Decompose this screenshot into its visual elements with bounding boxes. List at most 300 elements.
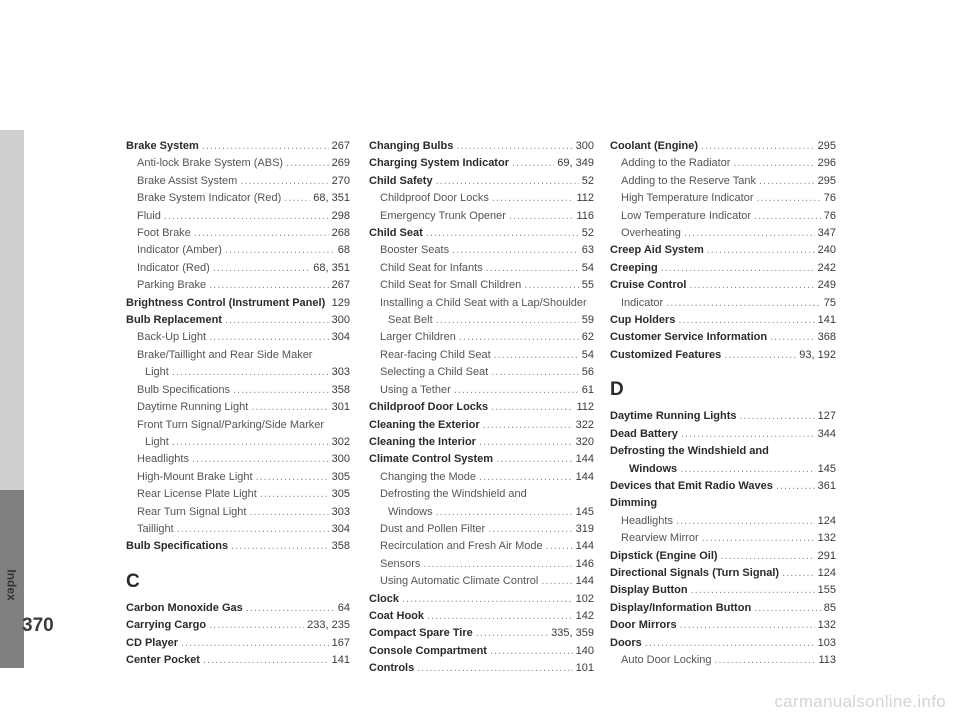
entry-pages: 69, 349 xyxy=(557,157,594,170)
entry-pages: 368 xyxy=(817,331,836,344)
entry-pages: 112 xyxy=(576,401,594,414)
entry-pages: 347 xyxy=(817,227,836,240)
dot-leader xyxy=(546,538,573,555)
index-entry xyxy=(369,173,594,190)
entry-term: Emergency Trunk Opener xyxy=(380,209,506,222)
index-subentry xyxy=(610,652,836,669)
index-subentry xyxy=(126,242,350,259)
index-subentry xyxy=(610,225,836,242)
index-entry xyxy=(610,495,836,512)
dot-leader xyxy=(754,600,821,617)
entry-pages: 305 xyxy=(331,470,350,483)
index-entry xyxy=(126,138,350,155)
entry-term: Indicator (Red) xyxy=(137,261,210,274)
index-subentry xyxy=(126,434,350,451)
index-entry xyxy=(610,329,836,346)
entry-term: Coolant (Engine) xyxy=(610,140,698,152)
dot-leader xyxy=(417,660,572,677)
entry-term: Child Safety xyxy=(369,174,433,187)
index-subentry xyxy=(369,364,594,381)
entry-term: Childproof Door Locks xyxy=(369,401,489,414)
entry-pages: 167 xyxy=(331,636,350,649)
entry-term: Defrosting the Windshield and xyxy=(610,445,769,458)
index-subentry xyxy=(126,521,350,538)
entry-term: Brake System Indicator (Red) xyxy=(137,192,282,205)
index-entry xyxy=(610,635,836,652)
entry-term: Back-Up Light xyxy=(137,331,207,344)
entry-pages: 144 xyxy=(575,453,594,466)
dot-leader xyxy=(246,600,335,617)
entry-term: Defrosting the Windshield and xyxy=(380,488,527,501)
entry-pages: 103 xyxy=(817,636,836,649)
entry-pages: 249 xyxy=(817,279,836,292)
entry-term: Compact Spare Tire xyxy=(369,627,473,640)
entry-pages: 129 xyxy=(331,296,350,309)
dot-leader xyxy=(251,399,328,416)
dot-leader xyxy=(681,426,815,443)
entry-pages: 55 xyxy=(581,279,594,292)
dot-leader xyxy=(689,277,814,294)
entry-term: Directional Signals (Turn Signal) xyxy=(610,566,780,579)
entry-term: Fluid xyxy=(137,209,161,222)
index-subentry xyxy=(126,260,350,277)
entry-term: Creep Aid System xyxy=(610,244,704,257)
index-subentry xyxy=(126,364,350,381)
dot-leader xyxy=(225,312,329,329)
entry-term: Center Pocket xyxy=(126,653,200,666)
index-subentry xyxy=(610,190,836,207)
entry-term: Brake Assist System xyxy=(137,174,238,187)
entry-term: Foot Brake xyxy=(137,227,191,240)
entry-pages: 93, 192 xyxy=(799,348,836,361)
entry-pages: 61 xyxy=(581,383,594,396)
entry-term: Cruise Control xyxy=(610,279,687,292)
entry-pages: 141 xyxy=(331,653,350,666)
index-subentry xyxy=(126,190,350,207)
index-subentry xyxy=(369,295,594,312)
index-subentry xyxy=(369,208,594,225)
dot-leader xyxy=(754,208,821,225)
entry-term: Installing a Child Seat with a Lap/Shoulder xyxy=(380,296,587,309)
entry-pages: 300 xyxy=(331,453,350,466)
entry-pages: 300 xyxy=(331,314,350,327)
entry-term: Sensors xyxy=(380,557,421,570)
entry-term: Cleaning the Exterior xyxy=(369,418,480,431)
entry-term: Selecting a Child Seat xyxy=(380,366,489,379)
index-subentry xyxy=(369,538,594,555)
entry-term: Bulb Specifications xyxy=(126,540,229,553)
dot-leader xyxy=(680,617,815,634)
entry-pages: 127 xyxy=(817,410,836,423)
entry-pages: 145 xyxy=(575,505,594,518)
index-entry xyxy=(369,608,594,625)
entry-term: Indicator (Amber) xyxy=(137,244,222,257)
entry-pages: 335, 359 xyxy=(551,627,594,640)
entry-term: Door Mirrors xyxy=(610,619,677,632)
index-subentry xyxy=(126,486,350,503)
dot-leader xyxy=(492,190,574,207)
index-column-2 xyxy=(369,138,594,678)
dot-leader xyxy=(286,155,329,172)
dot-leader xyxy=(770,329,815,346)
dot-leader xyxy=(213,260,311,277)
dot-leader xyxy=(776,478,815,495)
entry-pages: 295 xyxy=(817,174,836,187)
entry-term: Creeping xyxy=(610,261,658,274)
entry-pages: 52 xyxy=(581,174,594,187)
entry-term: Display Button xyxy=(610,584,688,597)
page-number: 370 xyxy=(22,615,54,636)
dot-leader xyxy=(194,225,329,242)
entry-term: Front Turn Signal/Parking/Side Marker xyxy=(137,418,325,431)
entry-term: Brake/Taillight and Rear Side Maker xyxy=(137,348,313,361)
index-entry xyxy=(369,399,594,416)
entry-term: Adding to the Radiator xyxy=(621,157,731,170)
dot-leader xyxy=(486,260,579,277)
entry-term: Adding to the Reserve Tank xyxy=(621,174,756,187)
entry-term: Light xyxy=(145,366,169,379)
dot-leader xyxy=(684,225,815,242)
dot-leader xyxy=(260,486,329,503)
index-entry xyxy=(610,242,836,259)
entry-term: Rear Turn Signal Light xyxy=(137,505,247,518)
index-entry xyxy=(369,660,594,677)
entry-term: Brightness Control (Instrument Panel) xyxy=(126,296,326,309)
dot-leader xyxy=(209,277,329,294)
dot-leader xyxy=(491,364,579,381)
entry-pages: 269 xyxy=(331,157,350,170)
dot-leader xyxy=(231,538,329,555)
entry-pages: 63 xyxy=(581,244,594,257)
entry-term: Taillight xyxy=(137,522,174,535)
entry-pages: 300 xyxy=(575,140,594,152)
index-entry xyxy=(610,312,836,329)
dot-leader xyxy=(240,173,328,190)
entry-pages: 124 xyxy=(817,566,836,579)
entry-pages: 320 xyxy=(575,435,594,448)
index-subentry xyxy=(369,504,594,521)
entry-term: Childproof Door Locks xyxy=(380,192,489,205)
dot-leader xyxy=(192,451,329,468)
index-entry xyxy=(610,617,836,634)
dot-leader xyxy=(172,364,329,381)
index-subentry xyxy=(610,295,836,312)
index-entry xyxy=(126,295,350,312)
watermark: carmanualsonline.info xyxy=(774,692,946,711)
index-subentry xyxy=(126,399,350,416)
dot-leader xyxy=(479,469,573,486)
index-subentry xyxy=(126,173,350,190)
section-letter: C xyxy=(126,570,140,592)
dot-leader xyxy=(782,565,815,582)
entry-term: Climate Control System xyxy=(369,453,494,466)
dot-leader xyxy=(512,155,554,172)
index-subentry xyxy=(610,513,836,530)
dot-leader xyxy=(436,504,573,521)
entry-pages: 59 xyxy=(581,314,594,327)
index-subentry xyxy=(126,469,350,486)
dot-leader xyxy=(172,434,329,451)
entry-pages: 112 xyxy=(576,192,594,205)
section-letter: D xyxy=(610,379,624,401)
entry-pages: 358 xyxy=(331,383,350,396)
entry-term: Bulb Specifications xyxy=(137,383,230,396)
dot-leader xyxy=(479,434,573,451)
dot-leader xyxy=(423,556,572,573)
dot-leader xyxy=(203,652,329,669)
entry-term: Customer Service Information xyxy=(610,331,768,344)
index-subentry xyxy=(369,556,594,573)
index-column-3 xyxy=(610,138,836,669)
entry-pages: 140 xyxy=(575,644,594,657)
entry-term: Bulb Replacement xyxy=(126,314,222,327)
index-subentry xyxy=(369,382,594,399)
entry-pages: 141 xyxy=(817,314,836,327)
entry-term: Daytime Running Light xyxy=(137,401,249,414)
dot-leader xyxy=(733,155,814,172)
index-subentry xyxy=(369,469,594,486)
entry-pages: 146 xyxy=(575,557,594,570)
dot-leader xyxy=(483,417,573,434)
entry-term: Using Automatic Climate Control xyxy=(380,575,539,588)
entry-term: Carrying Cargo xyxy=(126,619,207,632)
dot-leader xyxy=(680,461,814,478)
index-entry xyxy=(369,643,594,660)
entry-term: Changing Bulbs xyxy=(369,140,454,152)
index-entry xyxy=(369,625,594,642)
entry-term: Devices that Emit Radio Waves xyxy=(610,479,773,492)
dot-leader xyxy=(233,382,329,399)
entry-pages: 155 xyxy=(817,584,836,597)
entry-term: Headlights xyxy=(621,514,673,527)
entry-term: High Temperature Indicator xyxy=(621,192,754,205)
dot-leader xyxy=(702,530,815,547)
dot-leader xyxy=(225,242,335,259)
index-subentry xyxy=(610,173,836,190)
index-subentry xyxy=(369,190,594,207)
index-subentry xyxy=(369,329,594,346)
index-entry xyxy=(369,138,594,155)
index-subentry xyxy=(369,260,594,277)
entry-term: Using a Tether xyxy=(380,383,451,396)
index-side-tab xyxy=(0,0,24,722)
dot-leader xyxy=(494,347,579,364)
dot-leader xyxy=(164,208,329,225)
entry-pages: 76 xyxy=(823,192,836,205)
index-entry xyxy=(610,548,836,565)
entry-pages: 358 xyxy=(331,540,350,553)
index-entry xyxy=(610,565,836,582)
index-subentry xyxy=(126,155,350,172)
index-entry xyxy=(126,617,350,634)
index-subentry xyxy=(369,312,594,329)
entry-pages: 113 xyxy=(818,653,836,666)
index-subentry xyxy=(610,530,836,547)
entry-pages: 242 xyxy=(817,261,836,274)
index-entry xyxy=(369,417,594,434)
entry-pages: 144 xyxy=(575,540,594,553)
entry-pages: 267 xyxy=(331,279,350,292)
entry-pages: 303 xyxy=(331,366,350,379)
dot-leader xyxy=(661,260,815,277)
entry-pages: 85 xyxy=(823,601,836,614)
entry-term: Dipstick (Engine Oil) xyxy=(610,549,718,562)
index-subentry xyxy=(126,451,350,468)
entry-term: Cup Holders xyxy=(610,314,676,327)
index-entry xyxy=(126,635,350,652)
dot-leader xyxy=(524,277,579,294)
dot-leader xyxy=(490,643,573,660)
entry-pages: 295 xyxy=(817,140,836,152)
entry-term: Rear License Plate Light xyxy=(137,488,257,501)
entry-term: Parking Brake xyxy=(137,279,207,292)
entry-pages: 76 xyxy=(823,209,836,222)
index-entry xyxy=(126,652,350,669)
entry-pages: 302 xyxy=(331,435,350,448)
index-entry xyxy=(610,600,836,617)
index-entry xyxy=(610,347,836,364)
dot-leader xyxy=(177,521,329,538)
index-column-1 xyxy=(126,138,350,669)
index-entry xyxy=(610,478,836,495)
entry-term: Low Temperature Indicator xyxy=(621,209,752,222)
index-entry xyxy=(369,434,594,451)
entry-term: Daytime Running Lights xyxy=(610,410,737,423)
entry-pages: 304 xyxy=(331,331,350,344)
index-entry xyxy=(610,408,836,425)
entry-pages: 68 xyxy=(337,244,350,257)
entry-term: Dimming xyxy=(610,497,658,510)
entry-pages: 233, 235 xyxy=(307,619,350,632)
index-subentry xyxy=(610,208,836,225)
dot-leader xyxy=(436,312,579,329)
dot-leader xyxy=(256,469,329,486)
dot-leader xyxy=(488,521,572,538)
dot-leader xyxy=(678,312,814,329)
entry-term: Changing the Mode xyxy=(380,470,477,483)
index-subentry xyxy=(369,486,594,503)
entry-term: High-Mount Brake Light xyxy=(137,470,253,483)
index-subentry xyxy=(126,329,350,346)
entry-term: Indicator xyxy=(621,296,664,309)
entry-pages: 268 xyxy=(331,227,350,240)
dot-leader xyxy=(676,513,815,530)
index-entry xyxy=(126,600,350,617)
entry-pages: 291 xyxy=(817,549,836,562)
index-subentry xyxy=(369,277,594,294)
entry-pages: 132 xyxy=(817,532,836,545)
entry-pages: 102 xyxy=(575,592,594,605)
index-subentry xyxy=(369,521,594,538)
entry-pages: 56 xyxy=(581,366,594,379)
dot-leader xyxy=(284,190,310,207)
index-subentry xyxy=(126,225,350,242)
index-subentry xyxy=(369,242,594,259)
index-entry xyxy=(369,591,594,608)
dot-leader xyxy=(202,138,329,155)
dot-leader xyxy=(496,451,573,468)
entry-term: CD Player xyxy=(126,636,178,649)
entry-pages: 132 xyxy=(817,619,836,632)
index-entry xyxy=(369,225,594,242)
dot-leader xyxy=(509,208,574,225)
entry-term: Doors xyxy=(610,636,642,649)
entry-pages: 270 xyxy=(331,174,350,187)
entry-pages: 142 xyxy=(575,609,594,622)
entry-term: Child Seat xyxy=(369,227,423,240)
entry-term: Overheating xyxy=(621,227,681,240)
entry-term: Brake System xyxy=(126,140,199,152)
entry-pages: 52 xyxy=(581,227,594,240)
index-entry xyxy=(126,312,350,329)
side-tab-light-bar xyxy=(0,130,24,490)
entry-pages: 116 xyxy=(576,209,594,222)
index-subentry xyxy=(610,155,836,172)
entry-pages: 124 xyxy=(817,514,836,527)
entry-pages: 54 xyxy=(581,261,594,274)
entry-term: Booster Seats xyxy=(380,244,450,257)
index-subentry xyxy=(126,277,350,294)
index-entry xyxy=(610,277,836,294)
dot-leader xyxy=(452,242,579,259)
index-subentry xyxy=(126,347,350,364)
entry-pages: 267 xyxy=(331,140,350,152)
entry-pages: 298 xyxy=(331,209,350,222)
entry-term: Light xyxy=(145,435,169,448)
entry-term: Recirculation and Fresh Air Mode xyxy=(380,540,543,553)
dot-leader xyxy=(454,382,579,399)
dot-leader xyxy=(759,173,815,190)
side-tab-label: Index xyxy=(5,569,19,601)
index-entry xyxy=(126,538,350,555)
index-subentry xyxy=(369,347,594,364)
dot-leader xyxy=(459,329,579,346)
entry-pages: 304 xyxy=(331,522,350,535)
entry-term: Auto Door Locking xyxy=(621,653,712,666)
dot-leader xyxy=(666,295,821,312)
entry-pages: 240 xyxy=(817,244,836,257)
entry-term: Windows xyxy=(388,505,433,518)
entry-term: Cleaning the Interior xyxy=(369,435,476,448)
entry-term: Customized Features xyxy=(610,348,722,361)
dot-leader xyxy=(707,242,815,259)
entry-pages: 75 xyxy=(823,296,836,309)
entry-pages: 303 xyxy=(331,505,350,518)
entry-term: Clock xyxy=(369,592,399,605)
dot-leader xyxy=(427,608,573,625)
entry-term: Seat Belt xyxy=(388,314,433,327)
entry-term: Controls xyxy=(369,662,415,675)
dot-leader xyxy=(181,635,329,652)
dot-leader xyxy=(426,225,579,242)
entry-term: Larger Children xyxy=(380,331,456,344)
entry-term: Charging System Indicator xyxy=(369,157,509,170)
entry-term: Dead Battery xyxy=(610,427,678,440)
entry-pages: 68, 351 xyxy=(313,261,350,274)
entry-term: Rearview Mirror xyxy=(621,532,699,545)
entry-pages: 344 xyxy=(817,427,836,440)
entry-term: Display/Information Button xyxy=(610,601,752,614)
entry-term: Dust and Pollen Filter xyxy=(380,522,486,535)
entry-pages: 145 xyxy=(817,462,836,475)
dot-leader xyxy=(645,635,815,652)
entry-pages: 305 xyxy=(331,488,350,501)
index-entry xyxy=(610,260,836,277)
dot-leader xyxy=(715,652,816,669)
dot-leader xyxy=(249,504,328,521)
index-subentry xyxy=(369,573,594,590)
dot-leader xyxy=(724,347,796,364)
